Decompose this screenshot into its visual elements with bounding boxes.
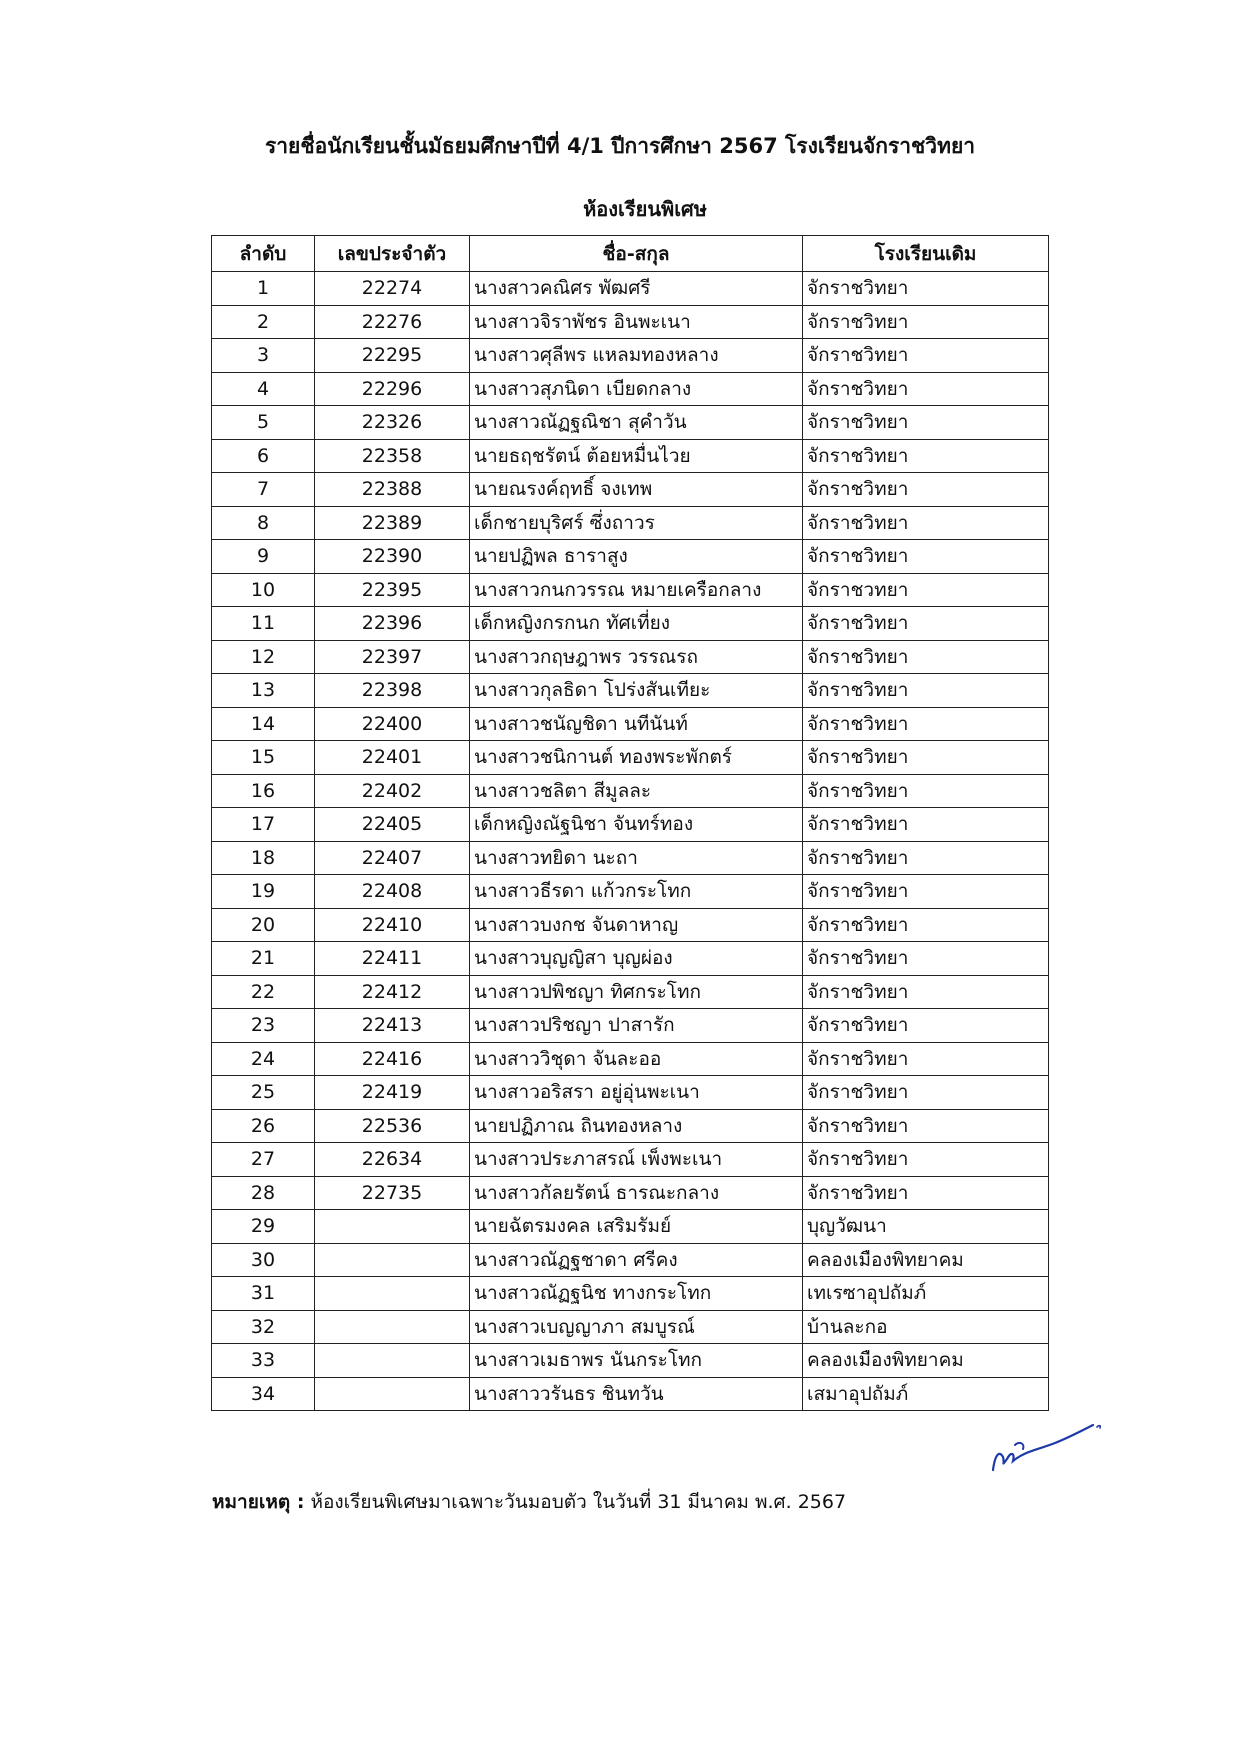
cell-order: 16: [212, 774, 315, 808]
cell-order: 17: [212, 808, 315, 842]
cell-former-school: จักราชวิทยา: [803, 305, 1049, 339]
cell-name: นางสาวชนัญชิดา นทีนันท์: [470, 707, 803, 741]
table-row: [212, 1042, 1049, 1076]
cell-order: 24: [212, 1042, 315, 1076]
cell-order: 2: [212, 305, 315, 339]
cell-student-id: [315, 1310, 470, 1344]
cell-order: 25: [212, 1076, 315, 1110]
cell-former-school: จักราชวิทยา: [803, 372, 1049, 406]
cell-order: 8: [212, 506, 315, 540]
cell-order: 21: [212, 942, 315, 976]
cell-former-school: เสมาอุปถัมภ์: [803, 1377, 1049, 1411]
cell-former-school: คลองเมืองพิทยาคม: [803, 1344, 1049, 1378]
cell-order: 9: [212, 540, 315, 574]
cell-name: นางสาวณัฏฐชาดา ศรีคง: [470, 1243, 803, 1277]
cell-former-school: จักราชวิทยา: [803, 741, 1049, 775]
table-header-row: [212, 236, 1049, 272]
table-row: [212, 908, 1049, 942]
table-row: [212, 272, 1049, 306]
column-header-name: ชื่อ-สกุล: [470, 236, 803, 272]
cell-name: นางสาวธีรดา แก้วกระโทก: [470, 875, 803, 909]
cell-name: เด็กชายบุริศร์ ซึ่งถาวร: [470, 506, 803, 540]
cell-student-id: 22296: [315, 372, 470, 406]
table-row: [212, 1176, 1049, 1210]
cell-order: 26: [212, 1109, 315, 1143]
cell-former-school: จักราชวทยา: [803, 573, 1049, 607]
table-row: [212, 540, 1049, 574]
cell-former-school: จักราชวิทยา: [803, 875, 1049, 909]
cell-student-id: [315, 1243, 470, 1277]
table-row: [212, 1009, 1049, 1043]
page-subtitle: ห้องเรียนพิเศษ: [583, 197, 707, 221]
cell-former-school: จักราชวิทยา: [803, 1076, 1049, 1110]
cell-order: 23: [212, 1009, 315, 1043]
cell-name: นางสาวคณิศร พัฒศรี: [470, 272, 803, 306]
cell-student-id: 22411: [315, 942, 470, 976]
cell-name: นางสาวอริสรา อยู่อุ่นพะเนา: [470, 1076, 803, 1110]
cell-former-school: บุญวัฒนา: [803, 1210, 1049, 1244]
table-row: [212, 1143, 1049, 1177]
cell-order: 34: [212, 1377, 315, 1411]
cell-former-school: บ้านละกอ: [803, 1310, 1049, 1344]
cell-order: 15: [212, 741, 315, 775]
cell-former-school: จักราชวิทยา: [803, 975, 1049, 1009]
cell-former-school: จักราชวิทยา: [803, 506, 1049, 540]
cell-order: 3: [212, 339, 315, 373]
cell-former-school: จักราชวิทยา: [803, 406, 1049, 440]
cell-former-school: จักราชวิทยา: [803, 339, 1049, 373]
cell-name: นายธฤชรัตน์ ต้อยหมื่นไวย: [470, 439, 803, 473]
cell-order: 11: [212, 607, 315, 641]
page-title: รายชื่อนักเรียนชั้นมัธยมศึกษาปีที่ 4/1 ปีการศึกษา 2567 โรงเรียนจักราชวิทยา: [264, 134, 976, 158]
cell-student-id: 22295: [315, 339, 470, 373]
cell-name: นางสาวเบญญาภา สมบูรณ์: [470, 1310, 803, 1344]
table-row: [212, 875, 1049, 909]
table-row: [212, 1377, 1049, 1411]
table-row: [212, 975, 1049, 1009]
table-row: [212, 774, 1049, 808]
cell-name: นางสาววิชุดา จันละออ: [470, 1042, 803, 1076]
cell-name: นางสาวกฤษฎาพร วรรณรถ: [470, 640, 803, 674]
cell-student-id: 22408: [315, 875, 470, 909]
cell-student-id: 22416: [315, 1042, 470, 1076]
cell-student-id: 22400: [315, 707, 470, 741]
cell-order: 31: [212, 1277, 315, 1311]
cell-order: 10: [212, 573, 315, 607]
cell-name: เด็กหญิงกรกนก ทัศเที่ยง: [470, 607, 803, 641]
cell-student-id: 22536: [315, 1109, 470, 1143]
table-row: [212, 1310, 1049, 1344]
cell-order: 20: [212, 908, 315, 942]
cell-former-school: จักราชวิทยา: [803, 1009, 1049, 1043]
cell-student-id: 22405: [315, 808, 470, 842]
cell-name: นางสาววรันธร ชินทวัน: [470, 1377, 803, 1411]
cell-student-id: 22326: [315, 406, 470, 440]
cell-name: นางสาวจิราพัชร อินพะเนา: [470, 305, 803, 339]
cell-name: นางสาวกุลธิดา โปร่งสันเทียะ: [470, 674, 803, 708]
cell-student-id: [315, 1377, 470, 1411]
cell-former-school: จักราชวิทยา: [803, 841, 1049, 875]
cell-name: นางสาวศุลีพร แหลมทองหลาง: [470, 339, 803, 373]
cell-order: 30: [212, 1243, 315, 1277]
cell-student-id: 22276: [315, 305, 470, 339]
table-row: [212, 942, 1049, 976]
cell-student-id: 22389: [315, 506, 470, 540]
table-row: [212, 1344, 1049, 1378]
cell-student-id: 22402: [315, 774, 470, 808]
table-row: [212, 841, 1049, 875]
cell-former-school: จักราชวิทยา: [803, 473, 1049, 507]
cell-order: 29: [212, 1210, 315, 1244]
table-row: [212, 1210, 1049, 1244]
cell-order: 22: [212, 975, 315, 1009]
cell-former-school: คลองเมืองพิทยาคม: [803, 1243, 1049, 1277]
cell-student-id: 22398: [315, 674, 470, 708]
table-row: [212, 808, 1049, 842]
cell-name: นายณรงค์ฤทธิ์ จงเทพ: [470, 473, 803, 507]
cell-order: 27: [212, 1143, 315, 1177]
cell-name: นายปฏิพล ธาราสูง: [470, 540, 803, 574]
cell-name: นางสาวชลิตา สีมูลละ: [470, 774, 803, 808]
cell-name: เด็กหญิงณัฐนิชา จันทร์ทอง: [470, 808, 803, 842]
cell-former-school: จักราชวิทยา: [803, 1143, 1049, 1177]
cell-former-school: จักราชวิทยา: [803, 640, 1049, 674]
cell-order: 28: [212, 1176, 315, 1210]
cell-student-id: 22358: [315, 439, 470, 473]
cell-student-id: 22412: [315, 975, 470, 1009]
cell-student-id: [315, 1344, 470, 1378]
table-row: [212, 607, 1049, 641]
cell-former-school: จักราชวิทยา: [803, 774, 1049, 808]
cell-former-school: จักราชวิทยา: [803, 607, 1049, 641]
cell-former-school: จักราชวิทยา: [803, 1109, 1049, 1143]
cell-order: 18: [212, 841, 315, 875]
table-row: [212, 1076, 1049, 1110]
cell-name: นางสาวปริชญา ปาสารัก: [470, 1009, 803, 1043]
cell-student-id: 22735: [315, 1176, 470, 1210]
cell-former-school: จักราชวิทยา: [803, 1176, 1049, 1210]
cell-name: นางสาวประภาสรณ์ เพ็งพะเนา: [470, 1143, 803, 1177]
cell-student-id: 22390: [315, 540, 470, 574]
column-header-former-school: โรงเรียนเดิม: [803, 236, 1049, 272]
cell-name: นางสาวทยิดา นะถา: [470, 841, 803, 875]
table-row: [212, 439, 1049, 473]
cell-order: 5: [212, 406, 315, 440]
cell-order: 1: [212, 272, 315, 306]
table-row: [212, 640, 1049, 674]
table-row: [212, 372, 1049, 406]
remark-text: ห้องเรียนพิเศษมาเฉพาะวันมอบตัว ในวันที่ 31 มีนาคม พ.ศ. 2567: [304, 1491, 847, 1513]
table-row: [212, 1243, 1049, 1277]
table-row: [212, 707, 1049, 741]
cell-student-id: 22388: [315, 473, 470, 507]
cell-former-school: จักราชวิทยา: [803, 707, 1049, 741]
table-row: [212, 506, 1049, 540]
column-header-order: ลำดับ: [212, 236, 315, 272]
table-row: [212, 741, 1049, 775]
cell-name: นางสาวณัฏฐณิชา สุคำวัน: [470, 406, 803, 440]
cell-name: นางสาวกนกวรรณ หมายเครือกลาง: [470, 573, 803, 607]
table-row: [212, 473, 1049, 507]
cell-name: นางสาวณัฏฐนิช ทางกระโทก: [470, 1277, 803, 1311]
table-row: [212, 573, 1049, 607]
cell-student-id: 22634: [315, 1143, 470, 1177]
cell-order: 13: [212, 674, 315, 708]
table-row: [212, 1277, 1049, 1311]
cell-former-school: จักราชวิทยา: [803, 540, 1049, 574]
table-row: [212, 406, 1049, 440]
cell-order: 12: [212, 640, 315, 674]
table-row: [212, 339, 1049, 373]
remark-note: [212, 1487, 846, 1517]
cell-former-school: จักราชวิทยา: [803, 439, 1049, 473]
cell-order: 19: [212, 875, 315, 909]
cell-former-school: เทเรซาอุปถัมภ์: [803, 1277, 1049, 1311]
cell-former-school: จักราชวิทยา: [803, 674, 1049, 708]
signature-image: [985, 1415, 1105, 1485]
cell-order: 7: [212, 473, 315, 507]
table-row: [212, 674, 1049, 708]
cell-order: 4: [212, 372, 315, 406]
cell-student-id: [315, 1277, 470, 1311]
table-body: [212, 272, 1049, 1411]
cell-name: นางสาวชนิกานต์ ทองพระพักตร์: [470, 741, 803, 775]
remark-label: หมายเหตุ :: [212, 1491, 305, 1513]
cell-name: นางสาวเมธาพร นันกระโทก: [470, 1344, 803, 1378]
table-row: [212, 1109, 1049, 1143]
cell-student-id: 22407: [315, 841, 470, 875]
cell-name: นายปฏิภาณ ถินทองหลาง: [470, 1109, 803, 1143]
student-table: [211, 235, 1049, 1411]
cell-former-school: จักราชวิทยา: [803, 272, 1049, 306]
cell-student-id: 22419: [315, 1076, 470, 1110]
cell-order: 32: [212, 1310, 315, 1344]
cell-student-id: 22413: [315, 1009, 470, 1043]
cell-former-school: จักราชวิทยา: [803, 1042, 1049, 1076]
cell-order: 6: [212, 439, 315, 473]
cell-order: 14: [212, 707, 315, 741]
cell-student-id: 22274: [315, 272, 470, 306]
cell-name: นางสาวบุญญิสา บุญผ่อง: [470, 942, 803, 976]
cell-name: นางสาวบงกช จันดาหาญ: [470, 908, 803, 942]
table-row: [212, 305, 1049, 339]
cell-former-school: จักราชวิทยา: [803, 942, 1049, 976]
cell-name: นางสาวกัลยรัตน์ ธารณะกลาง: [470, 1176, 803, 1210]
cell-order: 33: [212, 1344, 315, 1378]
cell-former-school: จักราชวิทยา: [803, 808, 1049, 842]
cell-student-id: 22410: [315, 908, 470, 942]
cell-student-id: 22397: [315, 640, 470, 674]
cell-name: นางสาวปพิชญา ทิศกระโทก: [470, 975, 803, 1009]
column-header-student-id: เลขประจำตัว: [315, 236, 470, 272]
cell-student-id: 22395: [315, 573, 470, 607]
cell-name: นายฉัตรมงคล เสริมรัมย์: [470, 1210, 803, 1244]
cell-student-id: 22401: [315, 741, 470, 775]
cell-student-id: [315, 1210, 470, 1244]
cell-name: นางสาวสุภนิดา เบียดกลาง: [470, 372, 803, 406]
cell-student-id: 22396: [315, 607, 470, 641]
cell-former-school: จักราชวิทยา: [803, 908, 1049, 942]
